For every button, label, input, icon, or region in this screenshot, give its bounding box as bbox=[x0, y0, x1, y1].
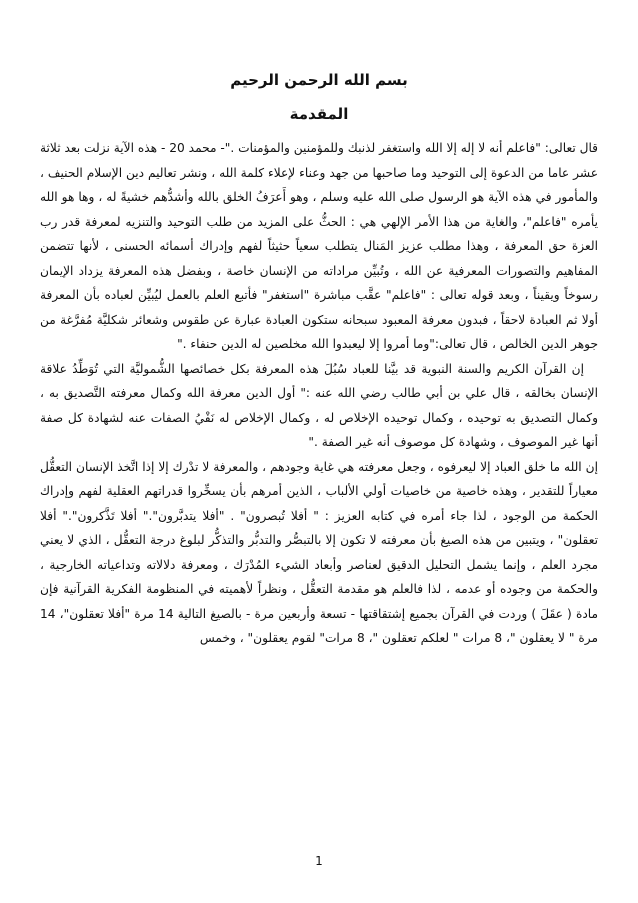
document-page bbox=[40, 70, 598, 873]
page-number: 1 bbox=[315, 854, 323, 868]
paragraph-1: قال تعالى: "فاعلم أنه لا إله إلا الله واستغفر لذنبك وللمؤمنين والمؤمنات ."- محمد 20 - هذه الآية نزلت بعد ثلاثة عشر عاما من الدعوة إلى التوحيد وما صاحبها من جهد وعناء لإعلاء كلمة الله ، ونشر تعاليم دين الإسلام الحنيف ، والمأمور في هذه الآية هو الرسول صلى الله عليه وسلم ، وهو أَعرَفُ الخلق بالله وأشدُّهم خشيةً له ، وها هو الله يأمره "فاعلم"، والغاية من هذا الأمر الإلهي هي : الحثُّ على المزيد من طلب التوحيد والتنزيه لمعرفة قدر رب العزة حق المعرفة ، وهذا مطلب عزيز المَنال يتطلب سعياً حثيثاً لفهم وإدراك أسمائه الحسنى ، لأنها تتضمن المفاهيم والتصورات المعرفية عن الله ، وتُبيِّن مراداته من الإنسان خاصة ، وبفضل هذه المعرفة يزداد الإيمان رسوخاً ويقيناً ، وبعد قوله تعالى : "فاعلم" عقَّب مباشرة "استغفر" فأتبع العلم بالعمل ليُبيِّن لعباده بأن المعرفة أولا ثم العبادة لاحقاً ، فبدون معرفة المعبود سبحانه ستكون العبادة عبارة عن طقوس وشعائر شكليَّة مُفرَّغة من جوهر الدين الخالص ، قال تعالى:"وما أمروا إلا ليعبدوا الله مخلصين له الدين حنفاء ." bbox=[40, 141, 599, 351]
paragraph-3: إن الله ما خلق العباد إلا ليعرفوه ، وجعل معرفته هي غاية وجودهم ، والمعرفة لا تدْرك إلا إذا اتَّخذ الإنسان التعقُّل معياراً للتقدير ، وهذه خاصية من خاصيات أولي الألباب ، الذين أمرهم بأن يسخِّروا قدراتهم العقلية لفهم وإدراك الحكمة من الوجود ، لذا جاء أمره في كتابه العزيز : " أفلا تُبصرون" . "أفلا يتدبَّرون"." أفلا تَذَّكرون"." أفلا تعقلون" ، ويتبين من هذه الصيغ بأن معرفته لا تكون إلا بالتبصُّر والتدبُّر والتذكُّر لبلوغ درجة التعقُّل ، الذي لا يعني مجرد العلم ، وإنما يشمل التحليل الدقيق لعناصر وأبعاد الشيء المُدْرَك ، ومعرفة دلالاته وتداعياته الخارجية ، والحكمة من وجوده أو عدمه ، لذا فالعلم هو مقدمة التعقُّل ، ونظراً لأهميته في المنظومة الفكرية القرآنية فإن مادة ( عقَلَ ) وردت في القرآن بجميع إشتقاقتها - تسعة وأربعين مرة - بالصيغ التالية 14 مرة "أفلا تعقلون"، 14 مرة " لا يعقلون "، 8 مرات " لعلكم تعقلون "، 8 مرات" لقوم يعقلون" ، وخمس bbox=[40, 459, 598, 645]
page-title: المقدمة bbox=[289, 105, 349, 123]
paragraph-2: إن القرآن الكريم والسنة النبوية قد بيَّنا للعباد سُبُلَ هذه المعرفة بكل خصائصها الشُّموليَّة التي تُوَطِّدُ علاقة الإنسان بخالقه ، قال علي بن أبي طالب رضي الله عنه :" أول الدين معرفة الله وكمال معرفته التَّصديق به ، وكمال التصديق به توحيده ، وكمال توحيده الإخلاص له ، وكمال الإخلاص له نَفْيُ الصفات عنه لشهادة كل صفة أنها غير الموصوف ، وشهادة كل موصوف أنه غير الصفة ." bbox=[40, 361, 598, 449]
basmala-heading: بسم الله الرحمن الرحيم bbox=[230, 71, 408, 89]
